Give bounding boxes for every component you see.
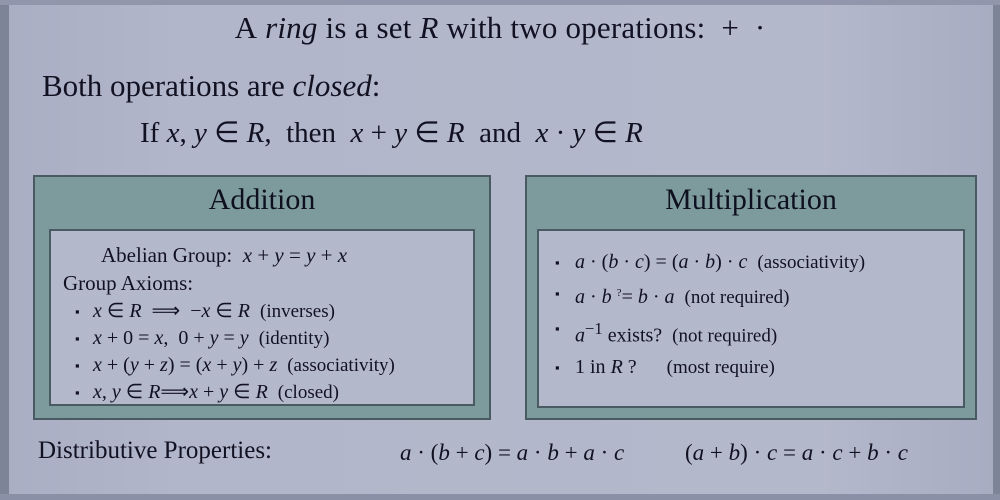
multiplication-panel-heading: Multiplication bbox=[665, 183, 837, 216]
closed-term: closed bbox=[292, 68, 372, 103]
slide-top-edge bbox=[0, 0, 1000, 5]
addition-axiom-list bbox=[61, 298, 463, 406]
list-item: ▪ 1 in R ? (most require) bbox=[555, 352, 953, 383]
square-bullet-icon: ▪ bbox=[555, 286, 560, 301]
distributive-label: Distributive Properties: bbox=[38, 437, 272, 464]
closed-statement bbox=[42, 68, 380, 104]
square-bullet-icon: ▪ bbox=[75, 304, 80, 319]
slide-right-edge bbox=[993, 0, 1000, 500]
list-item: ▪ x + (y + z) = (x + y) + z (associativity) bbox=[75, 352, 463, 379]
closed-colon: : bbox=[371, 68, 381, 103]
title-text-c: with two operations: + · bbox=[438, 10, 766, 45]
multiplication-panel bbox=[525, 175, 977, 420]
distributive-left-equation: a · (b + c) = a · b + a · c bbox=[400, 440, 625, 465]
title-text-a: A bbox=[234, 10, 266, 45]
list-item: ▪ x + 0 = x, 0 + y = y (identity) bbox=[75, 325, 463, 352]
square-bullet-icon: ▪ bbox=[75, 331, 80, 346]
group-axioms-label: Group Axioms: bbox=[63, 271, 194, 295]
list-item: ▪ x ∈ R ⟹ −x ∈ R (inverses) bbox=[75, 298, 463, 325]
list-item: ▪ x, y ∈ R⟹x + y ∈ R (closed) bbox=[75, 379, 463, 406]
square-bullet-icon: ▪ bbox=[75, 358, 80, 373]
slide-bottom-edge bbox=[0, 494, 1000, 500]
multiplication-panel-body bbox=[537, 229, 965, 408]
closed-condition: If x, y ∈ R, then x + y ∈ R and x · y ∈ R bbox=[140, 117, 643, 149]
title-symbol-r: R bbox=[419, 10, 439, 45]
addition-panel-body bbox=[49, 229, 475, 406]
multiplication-axiom-list bbox=[549, 239, 953, 383]
abelian-group-line: Abelian Group: x + y = y + x bbox=[101, 243, 348, 267]
addition-panel-heading: Addition bbox=[208, 183, 316, 216]
distributive-right-equation: (a + b) · c = a · c + b · c bbox=[685, 440, 908, 465]
list-item: ▪ a · (b · c) = (a · b) · c (associativity) bbox=[555, 247, 953, 278]
addition-panel bbox=[33, 175, 491, 420]
slide-title bbox=[0, 10, 1000, 46]
list-item: ▪ $a^{-1}$ exists? (not required) bbox=[555, 313, 953, 352]
square-bullet-icon: ▪ bbox=[75, 385, 80, 400]
slide-left-edge bbox=[0, 0, 9, 500]
square-bullet-icon: ▪ bbox=[555, 321, 560, 336]
closed-statement-text: Both operations are bbox=[42, 68, 293, 103]
commutativity-question-mark: ? bbox=[616, 287, 622, 299]
list-item: ▪ a · b ?= b · a (not required) bbox=[555, 278, 953, 313]
title-term-ring: ring bbox=[265, 10, 318, 45]
square-bullet-icon: ▪ bbox=[555, 359, 560, 375]
square-bullet-icon: ▪ bbox=[555, 255, 560, 270]
title-text-b: is a set bbox=[317, 10, 420, 45]
